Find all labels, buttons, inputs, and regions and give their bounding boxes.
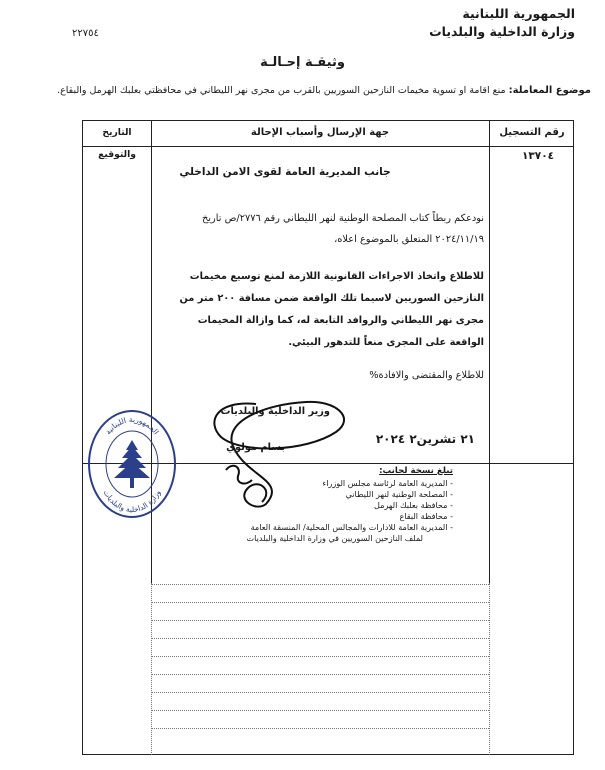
header-reg-no: رقم التسجيل: [499, 127, 565, 138]
copies-item: - المصلحة الوطنية لنهر الليطاني: [345, 489, 453, 499]
signature: [196, 392, 354, 512]
recipient-line: جانب المديرية العامة لقوى الامن الداخلي: [179, 166, 391, 178]
header-sender: جهة الإرسال وأسباب الإحالة: [250, 127, 390, 138]
paragraph-3: للاطلاع والمقتضى والافادة%: [369, 370, 484, 381]
subject-line: [11, 84, 591, 97]
subject-label: موضوع المعاملة:: [508, 85, 591, 96]
republic-heading: الجمهورية اللبنانية: [462, 6, 575, 21]
copies-title: تبلغ نسخة لجانب:: [379, 466, 453, 476]
header-date-sign: التاريخ والتوقيع: [98, 127, 136, 160]
signature-date: ٢١ تشرين٢ ٢٠٢٤: [375, 432, 475, 446]
minister-title: وزير الداخلية والبلديات: [220, 406, 330, 417]
copies-item: - محافظة بعلبك الهرمل: [374, 500, 453, 510]
header-row-divider: [82, 146, 574, 147]
cedar-tree-icon: [114, 440, 150, 488]
dotted-line: [152, 656, 489, 657]
dotted-divider-right: [489, 583, 490, 755]
dotted-line: [152, 674, 489, 675]
stamp-top-text: الجمهورية اللبنانية: [103, 414, 161, 437]
dotted-line: [152, 602, 489, 603]
copies-item: - المديرية العامة للادارات والمجالس المحلية/ المنسقة العامة: [250, 522, 453, 532]
ministry-heading: وزارة الداخلية والبلديات: [429, 24, 575, 39]
dotted-line: [152, 584, 489, 585]
dotted-line: [152, 620, 489, 621]
ministry-stamp: [86, 408, 178, 520]
paragraph-1: نودعكم ربطاً كتاب المصلحة الوطنية لنهر الليطاني رقم ٢٧٧٦/ص تاريخ ٢٠٢٤/١١/١٩ المتعلق بالموضوع اعلاه،: [201, 213, 484, 245]
dotted-line: [152, 692, 489, 693]
dotted-divider-left: [151, 583, 152, 755]
column-divider-right: [489, 120, 490, 465]
dotted-line: [152, 728, 489, 729]
dotted-line: [152, 710, 489, 711]
stamp-bottom-text: وزارة الداخلية والبلديات: [101, 488, 163, 515]
document-title: وثيقـة إحـالـة: [260, 55, 345, 70]
paragraph-2: للاطلاع واتخاذ الاجراءات القانونية اللازمة لمنع توسيع مخيمات النازحين السوريين لاسيما تلك الواقعة ضمن مسافة ٢٠٠ متر من مجرى نهر الليطاني والروافد التابعة له، كما وازالة المخيمات الواقعة على المجرى منعاً للتدهور البيئي.: [179, 271, 484, 348]
copies-item: - محافظة البقاع: [399, 511, 453, 521]
copies-divider-right: [489, 463, 490, 583]
reference-number: ٢٢٧٥٤: [72, 28, 99, 39]
dotted-line: [152, 638, 489, 639]
copies-item: - المديرية العامة لرئاسة مجلس الوزراء: [322, 478, 453, 488]
minister-name: بسام مولوي: [226, 442, 285, 453]
copies-item: لملف النازحين السوريين في وزارة الداخلية والبلديات: [246, 533, 423, 543]
subject-text: منع اقامة او تسوية مخيمات النازحين السوريين بالقرب من مجرى نهر الليطاني في محافظتي بعلبك الهرمل والبقاع.: [57, 85, 506, 96]
registration-number: ١٣٧٠٤: [521, 150, 555, 162]
